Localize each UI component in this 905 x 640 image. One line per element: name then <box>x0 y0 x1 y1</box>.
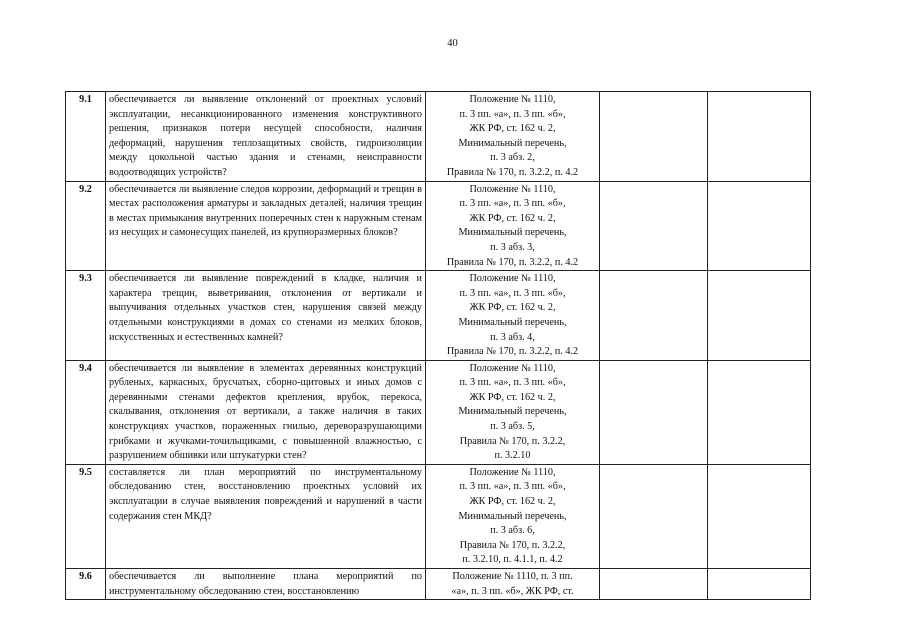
reference-line: Положение № 1110, <box>469 273 556 285</box>
table-body <box>66 92 811 600</box>
question-text: обеспечивается ли выявление следов коррозии, деформаций и трещин в местах расположения арматуры и закладных деталей, наличия трещин в местах примыкания внутренних поперечных стен к наружным стенам из несущих и самонесущих панелей, из крупноразмерных блоков? <box>106 181 426 271</box>
notes-cell[interactable] <box>708 181 811 271</box>
reference-line: Положение № 1110, п. 3 пп. <box>452 571 573 582</box>
legal-reference <box>426 464 600 568</box>
reference-line: Минимальный перечень, <box>458 510 567 522</box>
legal-reference <box>426 92 600 182</box>
reference-line: Минимальный перечень, <box>458 227 567 239</box>
notes-cell[interactable] <box>708 569 811 600</box>
reference-line: Правила № 170, п. 3.2.2, п. 4.2 <box>446 256 579 268</box>
reference-line: п. 3 абз. 2, <box>490 152 535 164</box>
reference-line: Правила № 170, п. 3.2.2, п. 4.2 <box>446 166 579 178</box>
checklist-table <box>65 91 811 600</box>
reference-line: п. 3 пп. «а», п. 3 пп. «б», <box>459 287 566 299</box>
reference-line: Правила № 170, п. 3.2.2, <box>459 539 566 551</box>
reference-line: ЖК РФ, ст. 162 ч. 2, <box>469 496 556 508</box>
table-row <box>66 360 811 464</box>
item-number: 9.3 <box>66 271 106 361</box>
table-row <box>66 569 811 600</box>
question-text: обеспечивается ли выявление в элементах деревянных конструкций рубленых, каркасных, брусчатых, сборно-щитовых и иных домов с деревянными стенами дефектов крепления, врубок, перекоса, скалывания, отклонения от вертикали, а также наличия в таких конструкциях участков, пораженных гнилью, дереворазрушающими грибками и жучками-точильщиками, с повышенной влажностью, с разрушением обшивки или штукатурки стен? <box>106 360 426 464</box>
reference-line: п. 3 пп. «а», п. 3 пп. «б», <box>459 377 566 389</box>
answer-cell[interactable] <box>600 92 708 182</box>
reference-line: Правила № 170, п. 3.2.2, п. 4.2 <box>446 346 579 358</box>
answer-cell[interactable] <box>600 360 708 464</box>
reference-line: п. 3 абз. 4, <box>490 331 535 343</box>
reference-line: Положение № 1110, <box>469 466 556 478</box>
page-number: 40 <box>447 38 458 49</box>
reference-line: ЖК РФ, ст. 162 ч. 2, <box>469 123 556 135</box>
reference-line: Правила № 170, п. 3.2.2, <box>459 435 566 447</box>
table-row <box>66 464 811 568</box>
question-text: обеспечивается ли выявление отклонений от проектных условий эксплуатации, несанкционированного изменения конструктивного решения, признаков потери несущей способности, наличия деформаций, нарушения теплозащитных свойств, гидроизоляции между цокольной частью здания и стенами, неисправности водоотводящих устройств? <box>106 92 426 182</box>
reference-line: «а», п. 3 пп. «б», ЖК РФ, ст. <box>451 585 574 597</box>
legal-reference <box>426 360 600 464</box>
question-text: составляется ли план мероприятий по инструментальному обследованию стен, восстановлению проектных условий их эксплуатации в случае выявления повреждений и нарушений в части содержания стен МКД? <box>106 464 426 568</box>
answer-cell[interactable] <box>600 271 708 361</box>
reference-line: п. 3 абз. 3, <box>490 241 535 253</box>
item-number: 9.1 <box>66 92 106 182</box>
answer-cell[interactable] <box>600 181 708 271</box>
item-number: 9.5 <box>66 464 106 568</box>
reference-line: ЖК РФ, ст. 162 ч. 2, <box>469 391 556 403</box>
reference-line: п. 3 абз. 5, <box>490 421 535 433</box>
notes-cell[interactable] <box>708 464 811 568</box>
notes-cell[interactable] <box>708 360 811 464</box>
reference-line: Минимальный перечень, <box>458 137 567 149</box>
table-row <box>66 181 811 271</box>
reference-line: Минимальный перечень, <box>458 316 567 328</box>
answer-cell[interactable] <box>600 464 708 568</box>
table-row <box>66 92 811 182</box>
reference-line: п. 3 пп. «а», п. 3 пп. «б», <box>459 481 566 493</box>
question-text: обеспечивается ли выполнение плана мероприятий по инструментальному обследованию стен, восстановлению <box>106 569 426 600</box>
reference-line: Минимальный перечень, <box>458 406 567 418</box>
reference-line: п. 3 пп. «а», п. 3 пп. «б», <box>459 108 566 120</box>
notes-cell[interactable] <box>708 271 811 361</box>
reference-line: Положение № 1110, <box>469 362 556 374</box>
question-text: обеспечивается ли выявление повреждений в кладке, наличия и характера трещин, выветривания, отклонения от вертикали и выпучивания отдельных участков стен, нарушения связей между отдельными конструкциями в домах со стенами из мелких блоков, искусственных и естественных камней? <box>106 271 426 361</box>
item-number: 9.2 <box>66 181 106 271</box>
legal-reference <box>426 181 600 271</box>
reference-line: ЖК РФ, ст. 162 ч. 2, <box>469 212 556 224</box>
reference-line: Положение № 1110, <box>469 94 556 105</box>
reference-line: п. 3 абз. 6, <box>490 525 535 537</box>
reference-line: Положение № 1110, <box>469 183 556 195</box>
notes-cell[interactable] <box>708 92 811 182</box>
answer-cell[interactable] <box>600 569 708 600</box>
reference-line: п. 3.2.10, п. 4.1.1, п. 4.2 <box>462 554 563 566</box>
reference-line: п. 3 пп. «а», п. 3 пп. «б», <box>459 198 566 210</box>
item-number: 9.4 <box>66 360 106 464</box>
legal-reference <box>426 569 600 600</box>
table-row <box>66 271 811 361</box>
reference-line: п. 3.2.10 <box>494 450 531 462</box>
reference-line: ЖК РФ, ст. 162 ч. 2, <box>469 302 556 314</box>
item-number: 9.6 <box>66 569 106 600</box>
legal-reference <box>426 271 600 361</box>
